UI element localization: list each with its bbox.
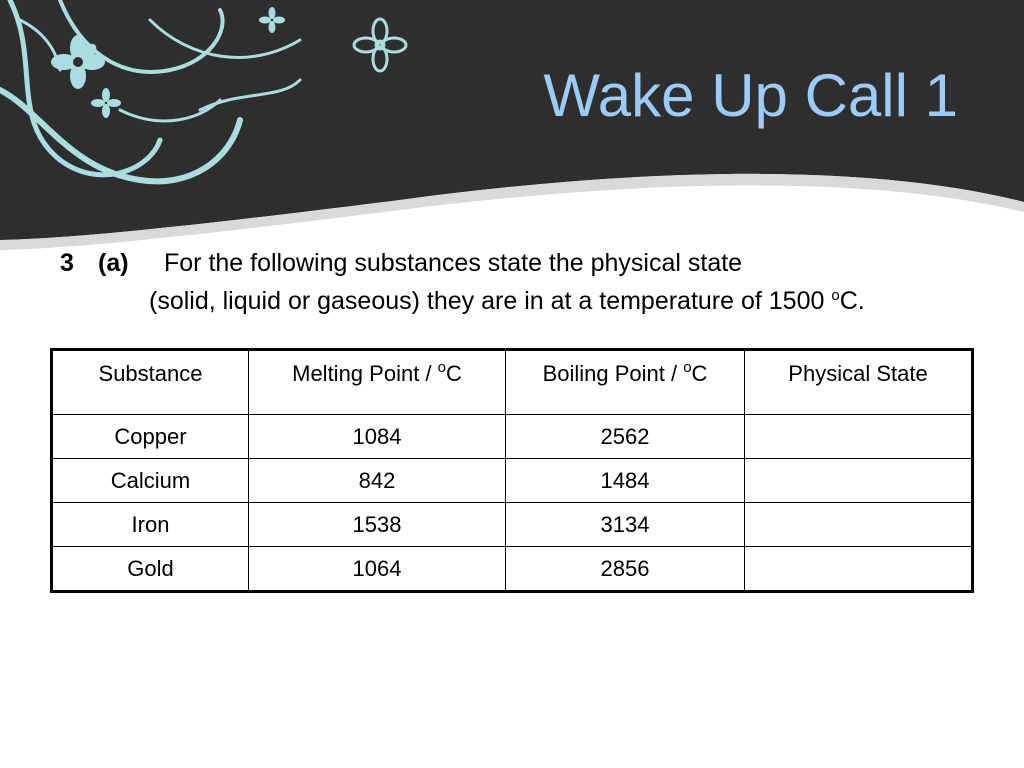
cell-melting-point: 1084: [249, 415, 506, 459]
cell-boiling-point: 3134: [506, 503, 745, 547]
table-row: [52, 503, 973, 547]
question-part: (a): [98, 249, 129, 277]
slide-title: Wake Up Call 1: [543, 62, 958, 129]
question-line-2-end: C.: [839, 287, 865, 315]
header-boiling-point: [506, 350, 745, 415]
question-line-2-text: (solid, liquid or gaseous) they are in at a temperature of 1500: [149, 287, 832, 315]
header-melting-point: [249, 350, 506, 415]
cell-melting-point: 842: [249, 459, 506, 503]
header-boiling-label: Boiling Point /: [542, 361, 684, 386]
cell-substance: Copper: [52, 415, 249, 459]
cell-physical-state[interactable]: [745, 503, 973, 547]
cell-substance: Iron: [52, 503, 249, 547]
cell-substance: Gold: [52, 547, 249, 592]
question-line-2: [60, 282, 990, 320]
table-row: [52, 547, 973, 592]
header-physical-state: Physical State: [745, 350, 973, 415]
cell-melting-point: 1064: [249, 547, 506, 592]
question-number: 3: [60, 249, 74, 277]
question-line-1: [60, 244, 990, 282]
header-melting-unit: C: [445, 361, 462, 386]
table-row: [52, 459, 973, 503]
cell-physical-state[interactable]: [745, 459, 973, 503]
substance-table: [50, 348, 974, 593]
cell-melting-point: 1538: [249, 503, 506, 547]
cell-physical-state[interactable]: [745, 547, 973, 592]
question-text: [60, 244, 990, 320]
cell-physical-state[interactable]: [745, 415, 973, 459]
degree-symbol: o: [437, 359, 446, 376]
table-row: [52, 415, 973, 459]
degree-symbol: o: [831, 287, 840, 304]
cell-boiling-point: 2562: [506, 415, 745, 459]
table-header-row: [52, 350, 973, 415]
header-melting-label: Melting Point /: [292, 361, 438, 386]
header-substance: Substance: [52, 350, 249, 415]
question-line-1-text: For the following substances state the physical state: [164, 249, 743, 277]
cell-boiling-point: 2856: [506, 547, 745, 592]
degree-symbol: o: [683, 359, 692, 376]
header-boiling-unit: C: [691, 361, 708, 386]
cell-substance: Calcium: [52, 459, 249, 503]
cell-boiling-point: 1484: [506, 459, 745, 503]
